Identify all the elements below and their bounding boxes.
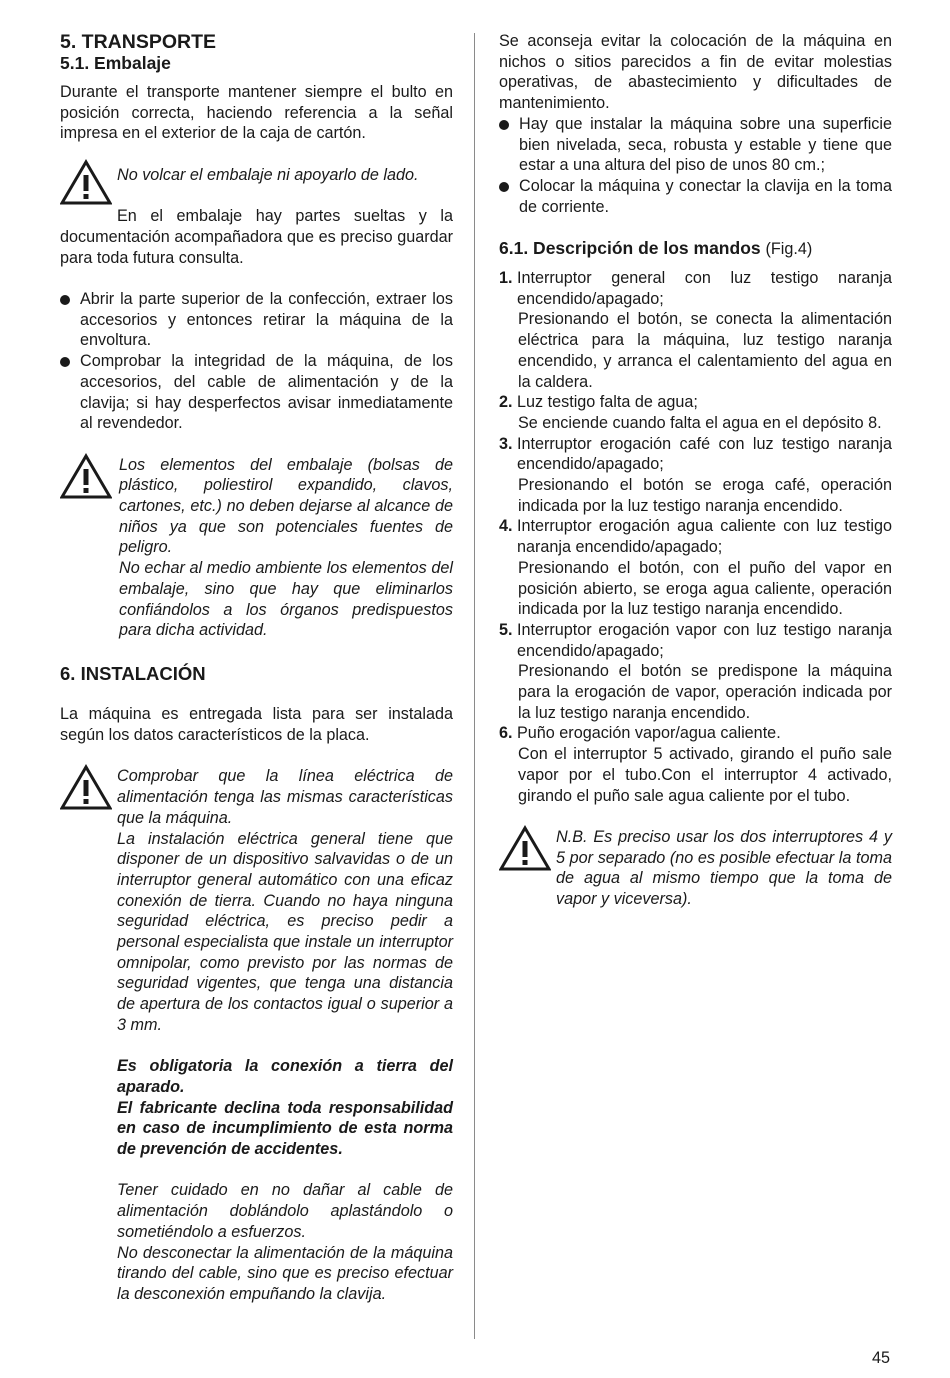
warning-text-children: Los elementos del embalaje (bolsas de plástico, poliestirol expandido, clavos, cartones, etc.) no deben dejarse al alcance de niños ya que son potenciales fuentes de peligro. xyxy=(119,455,453,557)
warning-block-electrica xyxy=(60,766,453,1304)
warning-block-volcar xyxy=(60,165,453,186)
section-title-instalacion: 6. INSTALACIÓN xyxy=(60,662,206,684)
warning-triangle-icon xyxy=(60,764,112,810)
item-title: Interruptor erogación café con luz testigo naranja encendido/apagado; xyxy=(517,434,892,474)
colocacion-intro: Se aconseja evitar la colocación de la máquina en nichos o sitios parecidos a fin de evitar molestias operativas, de abastecimiento y dificultades de mantenimiento. xyxy=(499,32,892,113)
column-divider xyxy=(474,33,475,1339)
item-description: Presionando el botón se predispone la máquina para la erogación de vapor, operación indicada por la luz testigo naranja encendido. xyxy=(518,662,892,722)
warning-text-volcar: No volcar el embalaje ni apoyarlo de lado. xyxy=(117,165,419,184)
list-item xyxy=(499,434,892,517)
item-description: Presionando el botón se eroga café, operación indicada por la luz testigo naranja encendido. xyxy=(518,476,892,515)
subsection-title-mandos xyxy=(499,238,892,260)
warning-triangle-icon xyxy=(60,159,112,205)
list-item: Comprobar la integridad de la máquina, de los accesorios, del cable de alimentación y de la clavija; si hay desperfectos avisar inmediatamente al revendedor. xyxy=(60,351,453,434)
subsection-title-embalaje: 5.1. Embalaje xyxy=(60,53,171,73)
warning-triangle-icon xyxy=(499,825,551,871)
list-item xyxy=(499,723,892,806)
item-number: 1. xyxy=(499,269,513,288)
instalacion-bullet-list xyxy=(499,114,892,218)
list-item xyxy=(499,516,892,620)
item-description: Presionando el botón, con el puño del vapor en posición abierto, se eroga agua caliente, operación indicada por la luz testigo naranja encendido. xyxy=(518,558,892,619)
instalacion-intro: La máquina es entregada lista para ser instalada según los datos característicos de la placa. xyxy=(60,705,453,744)
list-item: Colocar la máquina y conectar la clavija en la toma de corriente. xyxy=(499,176,892,217)
item-description: Se enciende cuando falta el agua en el depósito 8. xyxy=(518,413,882,432)
list-item: Abrir la parte superior de la confección, extraer los accesorios y entonces retirar la máquina de la envoltura. xyxy=(60,289,453,351)
item-number: 4. xyxy=(499,517,513,536)
item-number: 2. xyxy=(499,393,513,412)
item-description: Con el interruptor 5 activado, girando el puño sale vapor por el tubo.Con el interruptor 4 activado, girando el puño sale agua caliente por el tubo. xyxy=(518,745,892,805)
warning-triangle-icon xyxy=(60,453,112,499)
warning-text-cable: Tener cuidado en no dañar al cable de alimentación doblándolo aplastándolo o sometiéndolo a esfuerzos. xyxy=(117,1181,453,1241)
list-item xyxy=(499,392,892,433)
warning-text-instalacion-general: La instalación eléctrica general tiene que disponer de un dispositivo salvavidas o de un interruptor general automático con una eficaz conexión de tierra. Cuando no haya ninguna seguridad eléctrica, es preciso pedir a personal especialista que instale un interruptor omnipolar, como previsto por las normas de seguridad vigentes, que tenga una distancia de apertura de los contactos igual o superior a 3 mm. xyxy=(117,829,453,1034)
left-column xyxy=(60,31,453,1305)
warning-text-nb: N.B. Es preciso usar los dos interruptores 4 y 5 por separado (no es posible efectuar la toma de agua al mismo tiempo que la toma de vapor y viceversa). xyxy=(556,827,892,909)
list-item: Hay que instalar la máquina sobre una superficie bien nivelada, seca, robusta y estable y tiene que estar a una altura del piso de unos 80 cm.; xyxy=(499,114,892,176)
controls-list xyxy=(499,268,892,806)
item-number: 3. xyxy=(499,434,513,453)
page-number: 45 xyxy=(872,1349,891,1367)
embalaje-bullet-list xyxy=(60,289,453,434)
section-title-transporte: 5. TRANSPORTE xyxy=(60,31,217,53)
item-title: Interruptor erogación agua caliente con luz testigo naranja encendido/apagado; xyxy=(517,517,892,557)
item-title: Interruptor erogación vapor con luz testigo naranja encendido/apagado; xyxy=(517,620,892,660)
item-title: Puño erogación vapor/agua caliente. xyxy=(517,724,781,743)
warning-block-embalaje-elements xyxy=(60,455,453,641)
figure-reference: (Fig.4) xyxy=(765,240,813,259)
item-title: Luz testigo falta de agua; xyxy=(517,393,698,412)
item-title: Interruptor general con luz testigo naranja encendido/apagado; xyxy=(517,269,892,308)
item-number: 5. xyxy=(499,620,513,639)
warning-text-environment: No echar al medio ambiente los elementos del embalaje, sino que hay que eliminarlos confiándolos a los órganos predispuestos para dicha actividad. xyxy=(119,559,453,640)
right-column xyxy=(499,31,892,910)
warning-text-linea-electrica: Comprobar que la línea eléctrica de alimentación tenga las mismas características que la máquina. xyxy=(117,767,453,827)
item-number: 6. xyxy=(499,724,513,743)
warning-text-tierra: Es obligatoria la conexión a tierra del aparado. xyxy=(117,1057,453,1096)
warning-text-responsabilidad: El fabricante declina toda responsabilidad en caso de incumplimiento de esta norma de prevención de accidentes. xyxy=(117,1098,453,1159)
item-description: Presionando el botón, se conecta la alimentación eléctrica para la máquina, luz testigo naranja encendido, y arranca el calentamiento del agua en la caldera. xyxy=(518,310,892,391)
mandos-title-text: 6.1. Descripción de los mandos xyxy=(499,238,761,259)
warning-text-desconectar: No desconectar la alimentación de la máquina tirando del cable, sino que es preciso efectuar la desconexión empuñando la clavija. xyxy=(117,1243,453,1303)
warning-block-nb xyxy=(499,827,892,910)
list-item xyxy=(499,620,892,724)
embalaje-parts-text: En el embalaje hay partes sueltas y la documentación acompañadora que es preciso guardar para toda futura consulta. xyxy=(60,207,453,267)
embalaje-intro: Durante el transporte mantener siempre el bulto en posición correcta, haciendo referencia a la señal impresa en el exterior de la caja de cartón. xyxy=(60,83,453,143)
list-item xyxy=(499,268,892,392)
